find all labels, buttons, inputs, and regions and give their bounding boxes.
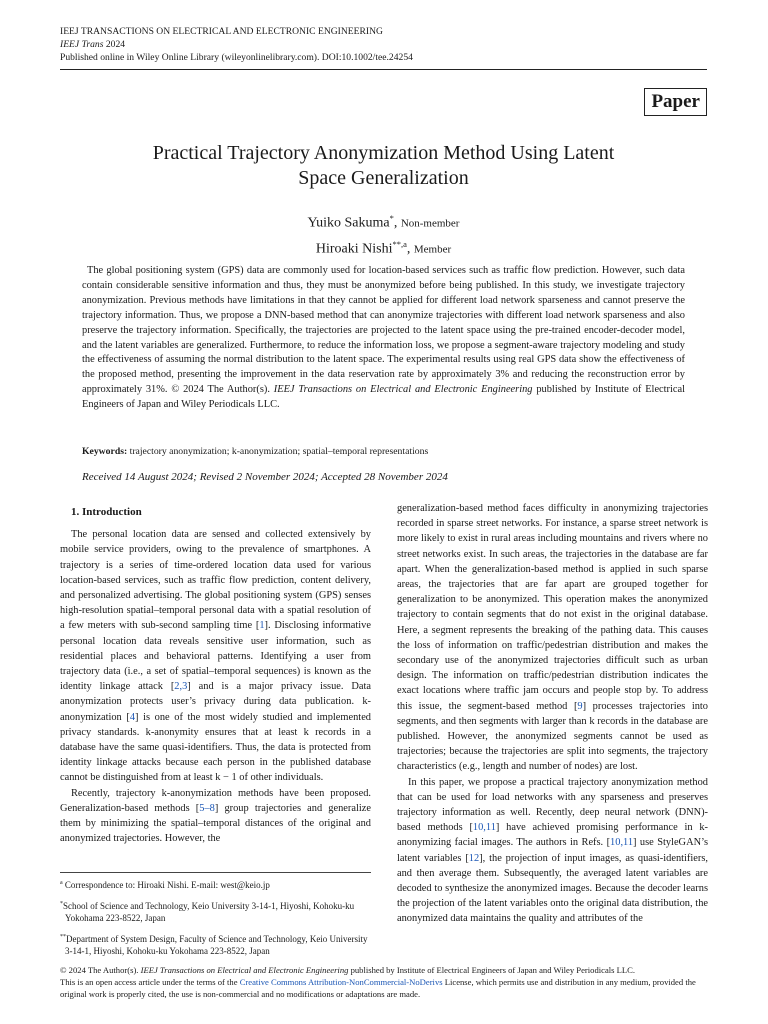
citation-link[interactable]: 12 — [468, 852, 480, 864]
paper-type-label: Paper — [644, 88, 707, 116]
received-dates: Received 14 August 2024; Revised 2 November 2024; Accepted 28 November 2024 — [82, 471, 448, 483]
author-list — [60, 208, 707, 259]
footnotes — [60, 877, 371, 964]
citation-link[interactable]: 4 — [129, 711, 136, 723]
right-column — [397, 501, 708, 927]
footnote-correspondence: $^a$ Correspondence to: Hiroaki Nishi. E-mail: west@keio.jp — [60, 880, 270, 890]
citation-link[interactable]: 1 — [259, 620, 265, 632]
abstract: The global positioning system (GPS) data are commonly used for location-based services such as traffic flow prediction. However, such data contain considerable sensitive information and thus, they must be anonymized before being published. In this study, we investigate trajectory anonymization. Previous methods have limitations in that they cannot be applied for different load network sparseness and cannot preserve the trajectory information. Thus, we propose a DNN-based method that can anonymize trajectories with different load network sparseness and also preserve the trajectory information. Specifically, the trajectories are projected to the latent space using the pre-trained encoder-decoder model, and the latent variables are generalized. Furthermore, to reduce the information loss, we propose a segment-aware trajectory modeling and study the effectiveness of assuming the normal distribution to the latent space. The experimental results using real GPS data show the effectiveness of the proposed method, presenting the improvement in the data reservation rate by approximately 3% and reducing the reconstruction error by approximately 31%. © 2024 The Author(s). IEEJ Transactions on Electrical and Electronic Engineering published by Institute of Electrical Engineers of Japan and Wiley Periodicals LLC. — [82, 265, 686, 411]
journal-issue: IEEJ Trans 2024 — [60, 39, 126, 50]
header-rule — [60, 69, 707, 70]
citation-link[interactable]: 10,11 — [610, 837, 634, 849]
copyright-footer: © 2024 The Author(s). IEEJ Transactions on Electrical and Electronic Engineering published by Institute of Electrical Engineers of Japan and Wiley Periodicals LLC. This is an open access article under the terms of the Creative Commons Attribution-NonCommercial-NoDerivs License, which permits use and distribution in any medium, provided the original work is properly cited, the use is non-commercial and no modifications or adaptations are made. — [60, 965, 696, 999]
paragraph: generalization-based method faces difficulty in anonymizing trajectories recorded in sparse street networks. For instance, a sparse street network is more likely to exist in rural areas including mountains and rivers where no street networks exist. In such areas, the trajectories in the database are far apart. When the generalization-based method is applied in such sparse areas, the trajectories that are far apart are grouped together for generalization to be anonymized. This operation makes the anonymized trajectory to contain segments that do not exist in the original database. Here, a segment represents the breaking of the pathing data. This causes the loss of information on traffic/pedestrian distribution and makes the secondary use of the anonymized trajectories difficult such as urban design. The information on traffic/pedestrian distribution indicates the exact locations where traffic jam occurs and people stop by. To address this issue, the segment-based method [9] processes trajectories into segments, and then segments with larger than k records in the database are published. However, the anonymized segments cannot be used as trajectories; because the trajectories are split into segments, the trajectory characteristics (e.g., length and number of nodes) are lost. — [397, 503, 708, 773]
section-heading: 1. Introduction — [71, 506, 142, 518]
citation-link[interactable]: 5–8 — [199, 802, 215, 814]
left-column — [60, 505, 371, 846]
license-link[interactable]: Creative Commons Attribution-NonCommercial-NoDerivs — [239, 977, 443, 987]
paragraph: The personal location data are sensed and collected extensively by mobile service providers, owing to the prevalence of smartphones. A trajectory is a series of time-ordered location data used for various location-based services, such as traffic flow prediction, content delivery, and personalized advertising. The global positioning system (GPS) senses high-resolution spatial–temporal personal data with a spatial resolution of a few meters with sub-second sampling time [1]. Disclosing informative personal location data reveals sensitive user information, such as residential places and behavioral patterns. Identifying a user from trajectory data (i.e., a set of spatial–temporal sequences) is known as the identity linkage attack [2,3] and is a major privacy issue. Data anonymization protects user’s privacy during data publication. k-anonymization [4] is one of the most widely studied and implemented privacy standards. k-anonymity ensures that at least k records in a database have the same quasi-identifiers. Thus, the data is protected from identity linkage attacks because each person in the published database cannot be distinguished from at least k − 1 of other individuals. — [60, 529, 372, 784]
author-2: Hiroaki Nishi$^{**,a}$, Member — [315, 238, 452, 257]
keywords: Keywords: trajectory anonymization; k-anonymization; spatial–temporal representations — [82, 446, 429, 457]
paper-title: Practical Trajectory Anonymization Method Using Latent Space Generalization — [152, 142, 615, 189]
paragraph: Recently, trajectory k-anonymization methods have been proposed. Generalization-based methods [5–8] group trajectories and generalize them by minimizing the spatial–temporal distances of the original and anonymized trajectories. However, the — [60, 787, 371, 845]
author-1: Yuiko Sakuma*, Non-member — [307, 213, 460, 231]
publication-info: Published online in Wiley Online Library (wileyonlinelibrary.com). DOI:10.1002/tee.24254 — [60, 52, 413, 63]
citation-link[interactable]: 2,3 — [174, 681, 188, 693]
paragraph: In this paper, we propose a practical trajectory anonymization method that can be used for load networks with any sparseness and preserves trajectory information as well. Recently, deep neural network (DNN)-based methods [10,11] have achieved promising performance in k-anonymizing facial images. The authors in Refs. [10,11] use StyleGAN’s latent variables [12], the projection of input images, as quasi-identifiers, and then average them. Subsequently, the averaged latent variables are decoded to synthesize the anonymized images. Because the decoder learns the projection of the latent variables onto the original data distribution, the anonymized data maintains the quality and attributes of the — [397, 776, 709, 925]
citation-link[interactable]: 9 — [577, 700, 583, 712]
journal-header — [60, 25, 413, 64]
footnote-rule — [60, 872, 371, 873]
journal-name: IEEJ TRANSACTIONS ON ELECTRICAL AND ELECTRONIC ENGINEERING — [60, 26, 383, 37]
footnote-affiliation-2: **Department of System Design, Faculty of Science and Technology, Keio University 3-14-1, Hiyoshi, Kohoku-ku Yokohama 223-8522, Japan — [60, 933, 368, 957]
citation-link[interactable]: 10,11 — [472, 822, 496, 834]
footnote-affiliation-1: *School of Science and Technology, Keio University 3-14-1, Hiyoshi, Kohoku-ku Yokohama 223-8522, Japan — [60, 900, 355, 924]
